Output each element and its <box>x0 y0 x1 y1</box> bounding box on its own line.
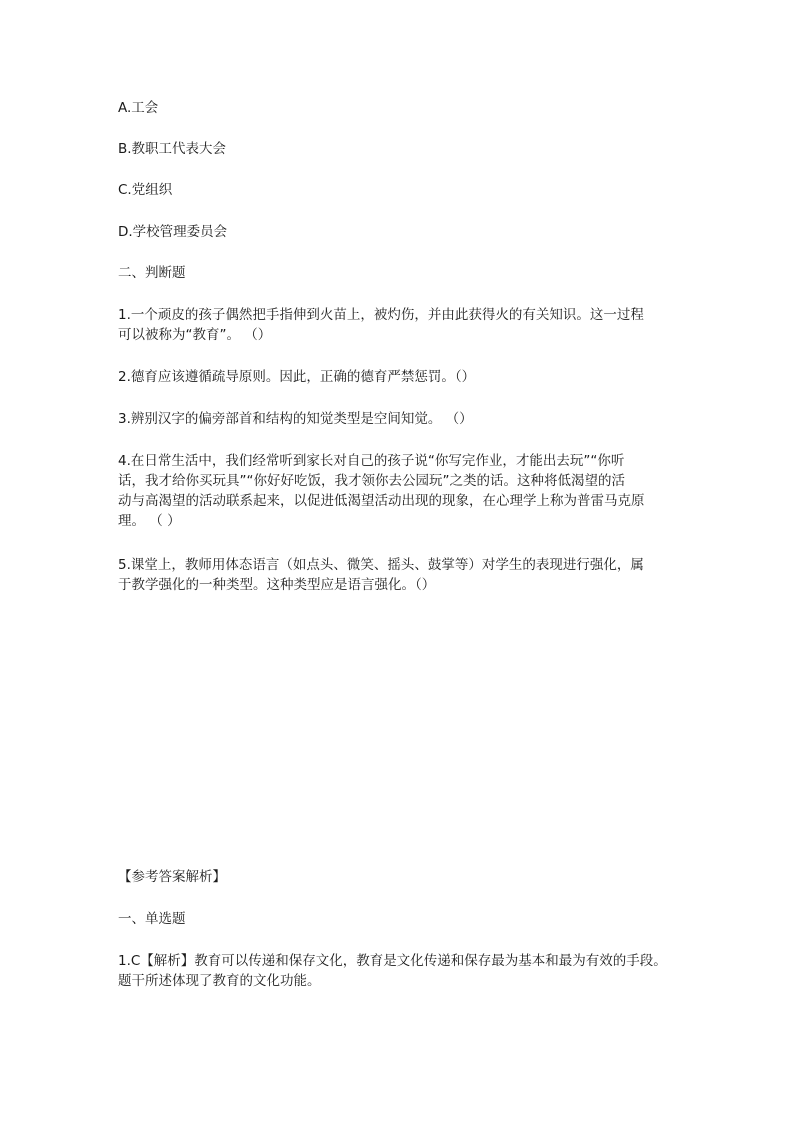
judge-question-4 <box>118 451 688 531</box>
option-c: C.党组织 <box>118 182 173 198</box>
judge-question-5-line-1: 5.课堂上，教师用体态语言（如点头、微笑、摇头、鼓掌等）对学生的表现进行强化，属 <box>118 557 644 573</box>
judge-question-1-line-2: 可以被称为“教育”。 （） <box>118 327 272 343</box>
section-heading-judge: 二、判断题 <box>118 265 186 281</box>
judge-question-1-line-1: 1.一个顽皮的孩子偶然把手指伸到火苗上，被灼伤，并由此获得火的有关知识。这一过程 <box>118 307 644 323</box>
judge-question-3 <box>118 409 688 429</box>
judge-question-4-line-3: 动与高渴望的活动联系起来，以促进低渴望活动出现的现象，在心理学上称为普雷马克原 <box>118 493 645 509</box>
answer-item-1 <box>118 951 688 991</box>
judge-question-2-line-1: 2.德育应该遵循疏导原则。因此，正确的德育严禁惩罚。（） <box>118 369 476 385</box>
answers-subheading-single-choice: 一、单选题 <box>118 911 186 927</box>
judge-question-5 <box>118 555 688 595</box>
option-a: A.工会 <box>118 100 159 116</box>
judge-question-4-line-4: 理。 （ ） <box>118 513 181 529</box>
judge-question-5-line-2: 于教学强化的一种类型。这种类型应是语言强化。（） <box>118 577 436 593</box>
judge-question-2 <box>118 367 688 387</box>
answers-heading: 【参考答案解析】 <box>118 869 226 885</box>
answer-item-1-line-1: 1.C【解析】教育可以传递和保存文化，教育是文化传递和保存最为基本和最为有效的手段。 <box>118 953 667 969</box>
judge-question-1 <box>118 305 688 345</box>
judge-question-3-line-1: 3.辨别汉字的偏旁部首和结构的知觉类型是空间知觉。 （） <box>118 411 473 427</box>
option-d: D.学校管理委员会 <box>118 224 228 240</box>
option-b: B.教职工代表大会 <box>118 141 227 157</box>
judge-question-4-line-1: 4.在日常生活中，我们经常听到家长对自己的孩子说“你写完作业，才能出去玩”“你听 <box>118 453 625 469</box>
judge-question-4-line-2: 话，我才给你买玩具”“你好好吃饭，我才领你去公园玩”之类的话。这种将低渴望的活 <box>118 473 625 489</box>
answer-item-1-line-2: 题干所述体现了教育的文化功能。 <box>118 973 321 989</box>
